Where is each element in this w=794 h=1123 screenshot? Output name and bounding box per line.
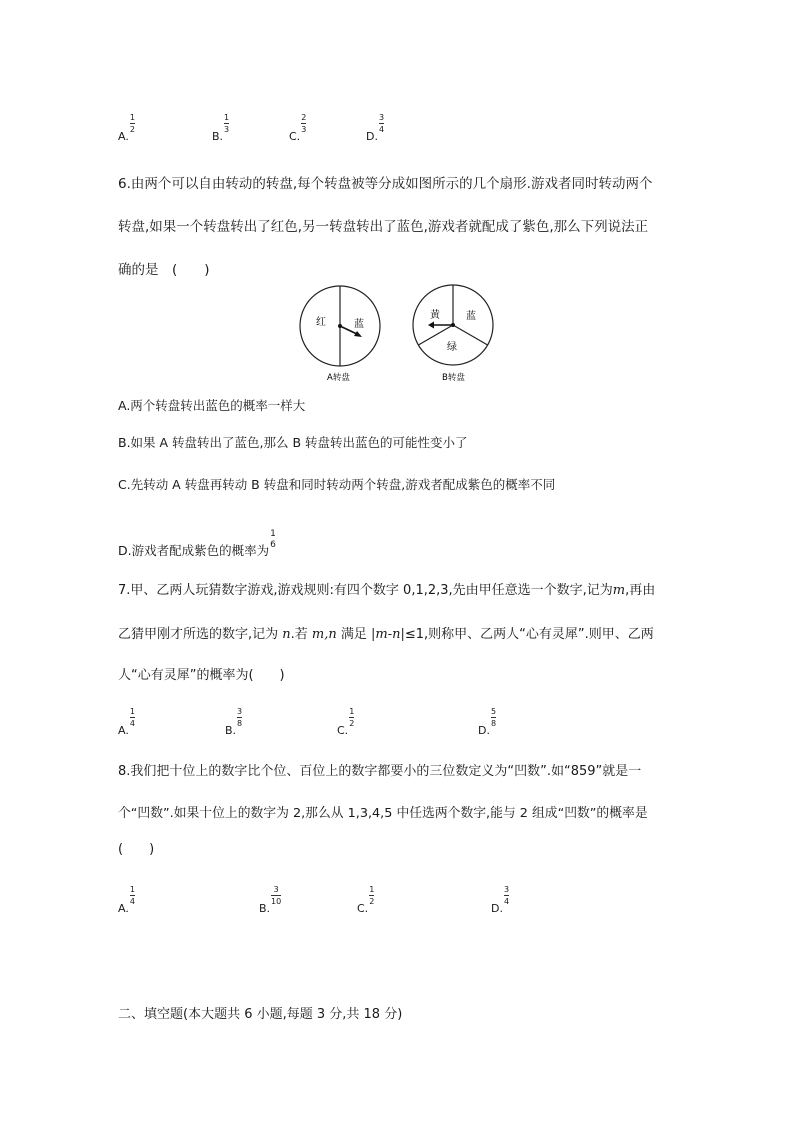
q5-option-d: D. $\frac{3}{4}$ [366,113,385,143]
q7-option-b: B. $\frac{3}{8}$ [225,707,243,737]
q6-stem-line-3: 确的是 ( ) [118,262,210,278]
spinner-b [413,285,493,383]
q8-option-a: A. $\frac{1}{4}$ [118,885,135,915]
spinner-b-yellow-label: 黄 [430,310,440,321]
q7-stem-line-3: 人“心有灵犀”的概率为( ) [118,668,285,683]
fraction: $\frac{1}{2}$ [369,885,375,906]
q6-stem-line-2: 转盘,如果一个转盘转出了红色,另一转盘转出了蓝色,游戏者就配成了紫色,那么下列说法正 [118,219,649,235]
fraction: $\frac{1}{3}$ [224,113,230,134]
q7-stem-line-2: 乙猜甲刚才所选的数字,记为 n.若 m,n 满足 |m-n|≤1,则称甲、乙两人“心有灵犀”.则甲、乙两 [118,627,654,642]
q8-option-c: C. $\frac{1}{2}$ [357,885,375,915]
spinner-figure [296,282,506,386]
q6-option-c: C.先转动 A 转盘再转动 B 转盘和同时转动两个转盘,游戏者配成紫色的概率不同 [118,477,556,492]
fraction: $\frac{2}{3}$ [301,113,307,134]
fraction: $\frac{5}{8}$ [490,707,497,728]
spinner-b-green-label: 绿 [447,342,457,353]
spinner-a [300,286,380,383]
q7-option-c: C. $\frac{1}{2}$ [337,707,355,737]
q7-option-d: D. $\frac{5}{8}$ [478,707,497,737]
q7-stem-line-1: 7.甲、乙两人玩猜数字游戏,游戏规则:有四个数字 0,1,2,3,先由甲任意选一个数字,记为m,再由 [118,583,656,598]
section-2-heading: 二、填空题(本大题共 6 小题,每题 3 分,共 18 分) [118,1007,403,1022]
fraction: $\frac{1}{2}$ [349,707,355,728]
q8-option-b: B. $\frac{3}{10}$ [259,885,282,915]
fraction: $\frac{1}{2}$ [129,113,135,134]
q6-stem-line-1: 6.由两个可以自由转动的转盘,每个转盘被等分成如图所示的几个扇形.游戏者同时转动两个 [118,176,653,192]
q5-option-b: B. $\frac{1}{3}$ [212,113,230,143]
fraction: 1 6 [270,529,276,550]
q5-option-a: A. $\frac{1}{2}$ [118,113,135,143]
fraction: $\frac{1}{4}$ [129,707,135,728]
q7-option-a: A. $\frac{1}{4}$ [118,707,135,737]
q8-stem-line-1: 8.我们把十位上的数字比个位、百位上的数字都要小的三位数定义为“凹数”.如“859”就是一 [118,764,642,779]
q5-option-c: C. $\frac{2}{3}$ [289,113,307,143]
fraction: $\frac{3}{4}$ [378,113,385,134]
spinner-a-blue-label: 蓝 [354,319,364,330]
spinner-b-blue-label: 蓝 [466,311,476,322]
q6-option-a: A.两个转盘转出蓝色的概率一样大 [118,398,306,413]
spinner-b-caption: B转盘 [442,373,465,383]
q6-option-d: D.游戏者配成紫色的概率为 1 6 [118,529,276,558]
q6-option-b: B.如果 A 转盘转出了蓝色,那么 B 转盘转出蓝色的可能性变小了 [118,435,468,450]
q8-stem-line-3: ( ) [118,842,155,857]
fraction: $\frac{3}{10}$ [271,885,282,906]
spinner-a-red-label: 红 [316,317,326,328]
fraction: $\frac{3}{4}$ [503,885,510,906]
fraction: $\frac{3}{8}$ [237,707,243,728]
q8-option-d: D. $\frac{3}{4}$ [491,885,510,915]
spinner-a-caption: A转盘 [327,373,350,383]
fraction: $\frac{1}{4}$ [129,885,135,906]
q8-stem-line-2: 个“凹数”.如果十位上的数字为 2,那么从 1,3,4,5 中任选两个数字,能与 2 组成“凹数”的概率是 [118,806,648,821]
